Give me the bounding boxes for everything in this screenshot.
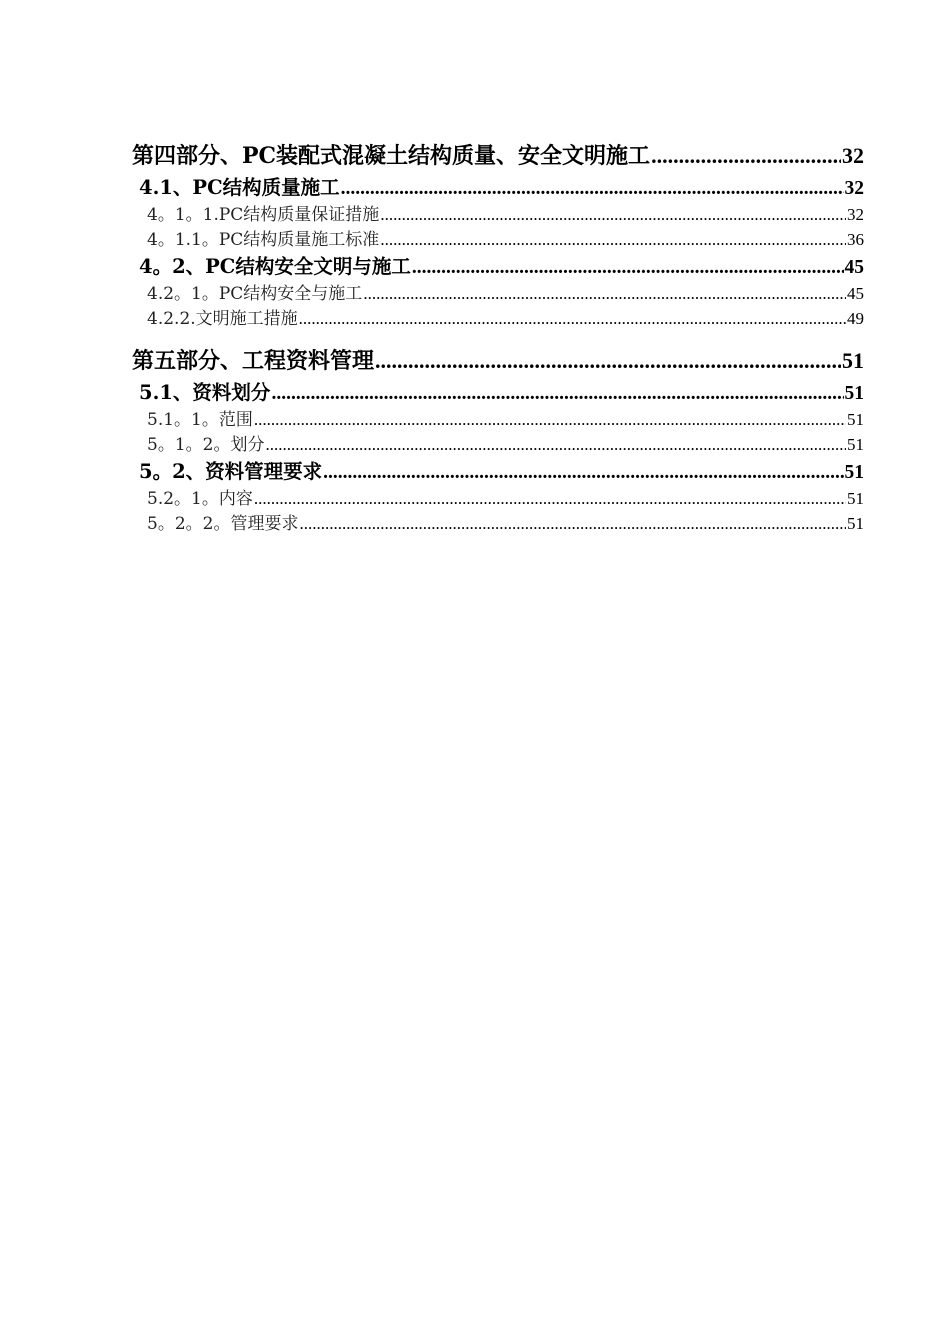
toc-entry-title: 4。1。1.PC结构质量保证措施 <box>147 205 380 225</box>
toc-entry-title: 4.2。1。PC结构安全与施工 <box>147 284 363 304</box>
toc-entry-title: 4。2、PC结构安全文明与施工 <box>139 255 411 278</box>
toc-page-number: 36 <box>847 229 864 249</box>
toc-page-number: 45 <box>844 257 864 278</box>
toc-dot-leader <box>265 433 846 458</box>
toc-page-number: 51 <box>844 462 864 483</box>
table-of-contents <box>132 138 864 536</box>
toc-entry-title: 5.2。1。内容 <box>147 489 253 509</box>
toc-entry-5-2-1[interactable] <box>132 487 864 512</box>
toc-page-number: 45 <box>847 284 864 303</box>
toc-entry-5-1[interactable] <box>132 378 864 408</box>
toc-entry-4-2[interactable] <box>132 252 864 282</box>
toc-entry-title: 5.1。1。范围 <box>147 410 253 430</box>
toc-dot-leader <box>375 343 841 378</box>
toc-page-number: 51 <box>847 410 864 429</box>
toc-entry-title: 第四部分、PC装配式混凝土结构质量、安全文明施工 <box>132 143 651 169</box>
toc-entry-4-1-1[interactable] <box>132 203 864 228</box>
toc-page-number: 51 <box>847 434 864 454</box>
toc-dot-leader <box>299 307 846 332</box>
toc-entry-title: 5.1、资料划分 <box>139 381 271 404</box>
toc-entry-4-2-1[interactable] <box>132 282 864 307</box>
toc-dot-leader <box>380 228 846 253</box>
toc-page-number: 32 <box>847 205 864 224</box>
toc-entry-part5[interactable] <box>132 343 864 378</box>
toc-entry-title: 4.1、PC结构质量施工 <box>139 176 340 199</box>
toc-entry-title: 5。2、资料管理要求 <box>139 460 323 483</box>
toc-page-number: 51 <box>844 383 864 404</box>
toc-entry-5-1-2[interactable] <box>132 433 864 458</box>
toc-entry-5-2-2[interactable] <box>132 512 864 537</box>
toc-dot-leader <box>271 379 843 409</box>
toc-dot-leader <box>363 282 846 307</box>
toc-entry-5-2[interactable] <box>132 457 864 487</box>
toc-entry-5-1-1[interactable] <box>132 408 864 433</box>
toc-dot-leader <box>341 174 844 204</box>
toc-dot-leader <box>651 138 841 173</box>
toc-dot-leader <box>254 408 846 433</box>
toc-entry-title: 5。1。2。划分 <box>147 434 265 455</box>
toc-entry-4-1[interactable] <box>132 173 864 203</box>
toc-entry-4-2-2[interactable] <box>132 307 864 332</box>
toc-dot-leader <box>380 203 846 228</box>
toc-dot-leader <box>254 487 846 512</box>
toc-entry-part4[interactable] <box>132 138 864 173</box>
toc-page-number: 51 <box>847 513 864 533</box>
toc-entry-title: 4.2.2.文明施工措施 <box>147 308 298 329</box>
toc-page-number: 32 <box>842 143 864 168</box>
toc-page-number: 51 <box>847 489 864 508</box>
section-spacer <box>132 331 864 343</box>
toc-entry-title: 5。2。2。管理要求 <box>147 513 299 534</box>
toc-dot-leader <box>323 458 843 488</box>
toc-entry-4-1-2[interactable] <box>132 228 864 253</box>
toc-dot-leader <box>299 512 846 537</box>
toc-entry-title: 4。1.1。PC结构质量施工标准 <box>147 229 380 250</box>
toc-page-number: 32 <box>844 178 864 199</box>
toc-page-number: 51 <box>842 348 864 373</box>
toc-dot-leader <box>412 253 844 283</box>
toc-page-number: 49 <box>847 308 864 328</box>
toc-entry-title: 第五部分、工程资料管理 <box>132 348 375 374</box>
